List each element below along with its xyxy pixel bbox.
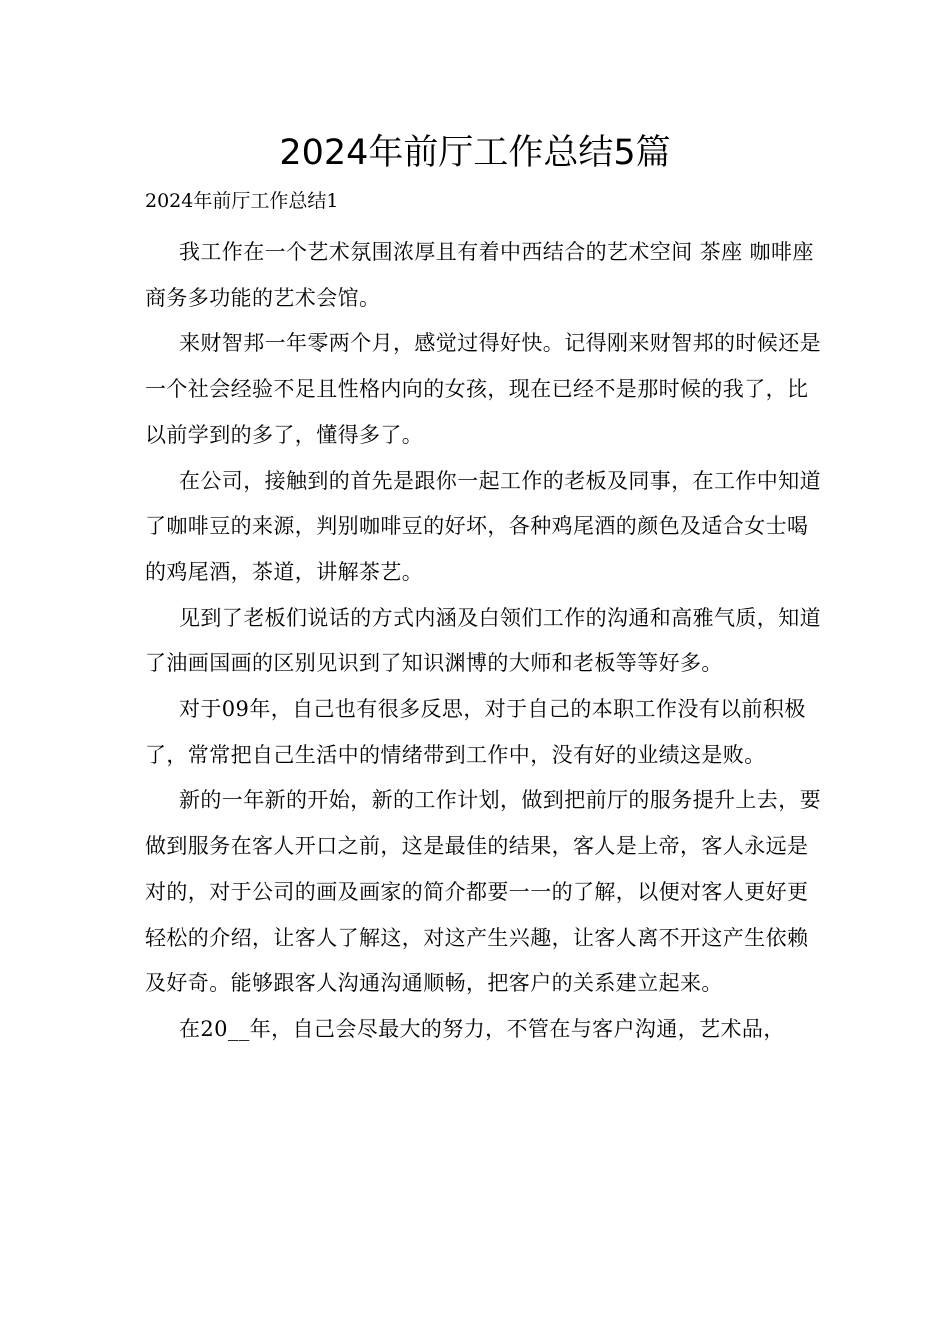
paragraph: 在20__年，自己会尽最大的努力，不管在与客户沟通，艺术品， (179, 1016, 785, 1041)
section-heading: 2024年前厅工作总结1 (145, 190, 339, 212)
paragraph: 来财智邦一年零两个月，感觉过得好快。记得刚来财智邦的时候还是一个社会经验不足且性格内向的女孩，现在已经不是那时候的我了，比以前学到的多了，懂得多了。 (145, 331, 821, 447)
paragraph: 对于09年，自己也有很多反思，对于自己的本职工作没有以前积极了，常常把自己生活中的情绪带到工作中，没有好的业绩这是败。 (145, 697, 806, 767)
paragraph: 在公司，接触到的首先是跟你一起工作的老板及同事，在工作中知道了咖啡豆的来源，判别咖啡豆的好坏，各种鸡尾酒的颜色及适合女士喝的鸡尾酒，茶道，讲解茶艺。 (145, 468, 821, 584)
document-body (145, 230, 825, 1053)
document-title: 2024年前厅工作总结5篇 (279, 133, 671, 173)
paragraph: 见到了老板们说话的方式内涵及白领们工作的沟通和高雅气质，知道了油画国画的区别见识到了知识渊博的大师和老板等等好多。 (145, 605, 821, 676)
paragraph: 我工作在一个艺术氛围浓厚且有着中西结合的艺术空间 茶座 咖啡座 商务多功能的艺术会馆。 (145, 240, 814, 310)
paragraph: 新的一年新的开始，新的工作计划，做到把前厅的服务提升上去，要做到服务在客人开口之前，这是最佳的结果，客人是上帝，客人永远是对的，对于公司的画及画家的简介都要一一的了解，以便对客人更好更轻松的介绍，让客人了解这，对这产生兴趣，让客人离不开这产生依赖及好奇。能够跟客人沟通沟通顺畅，把客户的关系建立起来。 (145, 788, 821, 996)
